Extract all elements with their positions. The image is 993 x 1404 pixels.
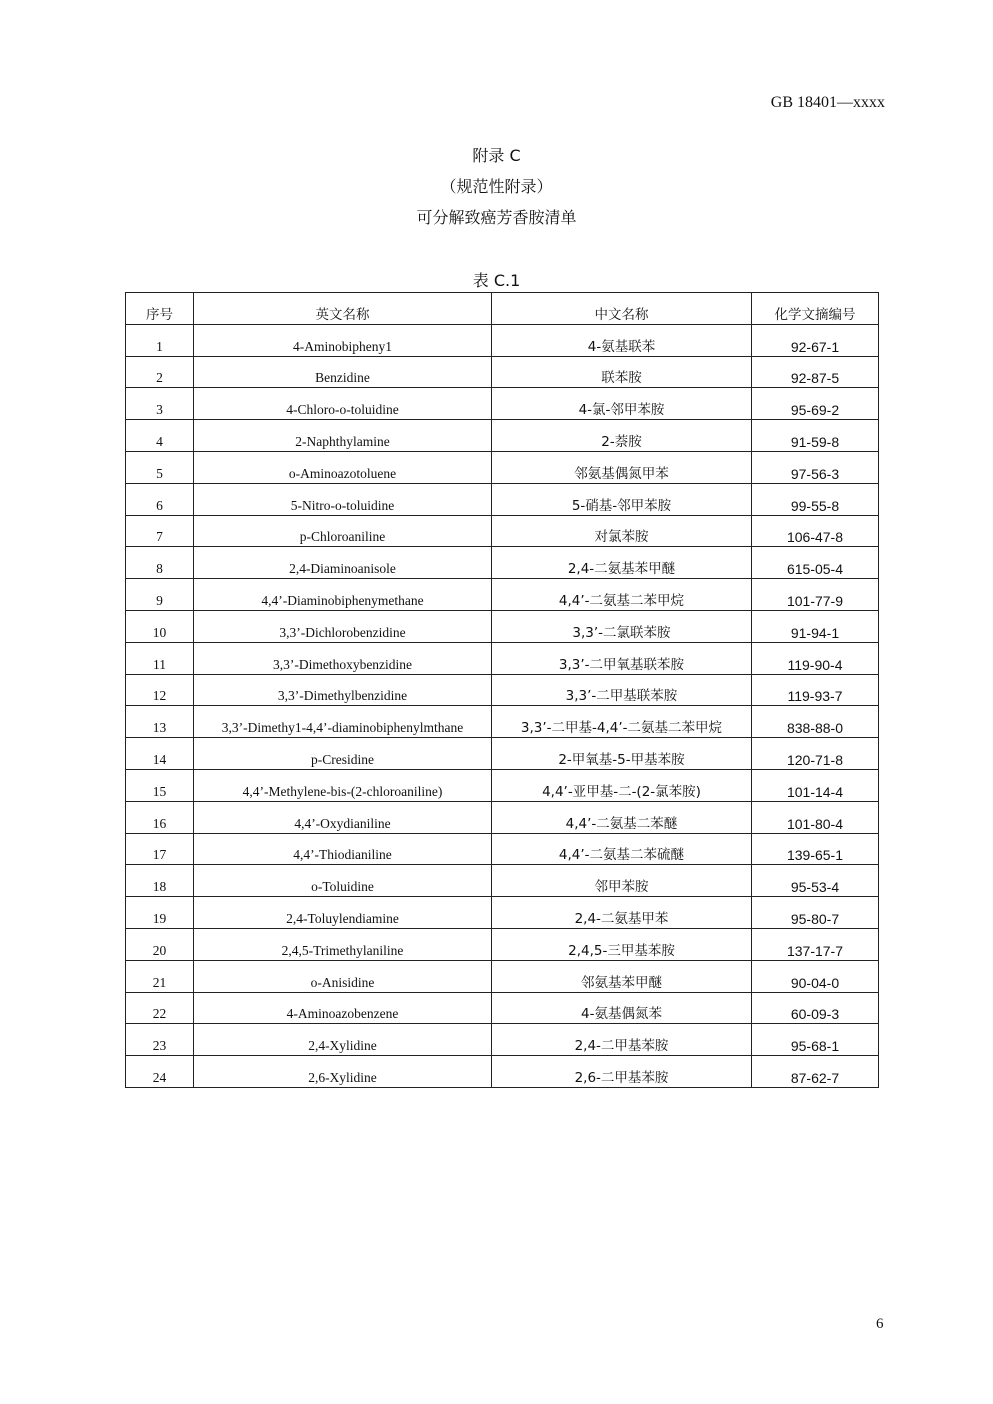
cell-cas-number: 137-17-7 [752, 928, 879, 960]
cell-cas-number: 95-69-2 [752, 388, 879, 420]
cell-number: 15 [126, 769, 194, 801]
cell-english-name: 3,3’-Dimethoxybenzidine [194, 642, 492, 674]
cell-cas-number: 139-65-1 [752, 833, 879, 865]
cell-number: 8 [126, 547, 194, 579]
table-row [126, 515, 879, 547]
cell-chinese-name: 2,4-二氨基甲苯 [492, 897, 752, 929]
table-row [126, 356, 879, 388]
cell-cas-number: 99-55-8 [752, 483, 879, 515]
cell-chinese-name: 4-氨基偶氮苯 [492, 992, 752, 1024]
cell-cas-number: 119-93-7 [752, 674, 879, 706]
table-row [126, 801, 879, 833]
cell-english-name: o-Anisidine [194, 960, 492, 992]
table-row [126, 579, 879, 611]
table-row [126, 420, 879, 452]
cell-cas-number: 95-68-1 [752, 1024, 879, 1056]
cell-chinese-name: 2-萘胺 [492, 420, 752, 452]
cell-cas-number: 92-67-1 [752, 324, 879, 356]
cell-chinese-name: 3,3’-二甲基联苯胺 [492, 674, 752, 706]
cell-cas-number: 91-94-1 [752, 610, 879, 642]
cell-number: 3 [126, 388, 194, 420]
cell-english-name: 2,4,5-Trimethylaniline [194, 928, 492, 960]
cell-english-name: 4,4’-Methylene-bis-(2-chloroaniline) [194, 769, 492, 801]
cell-cas-number: 106-47-8 [752, 515, 879, 547]
cell-english-name: 4-Chloro-o-toluidine [194, 388, 492, 420]
table-row [126, 324, 879, 356]
cell-chinese-name: 3,3’-二氯联苯胺 [492, 610, 752, 642]
cell-english-name: 2,4-Diaminoanisole [194, 547, 492, 579]
cell-chinese-name: 4,4’-亚甲基-二-(2-氯苯胺) [492, 769, 752, 801]
cell-english-name: 2-Naphthylamine [194, 420, 492, 452]
cell-cas-number: 95-53-4 [752, 865, 879, 897]
cell-cas-number: 119-90-4 [752, 642, 879, 674]
cell-english-name: 5-Nitro-o-toluidine [194, 483, 492, 515]
cell-number: 1 [126, 324, 194, 356]
cell-number: 9 [126, 579, 194, 611]
cell-number: 4 [126, 420, 194, 452]
cell-number: 13 [126, 706, 194, 738]
standard-number: GB 18401—xxxx [770, 94, 885, 111]
table-row [126, 897, 879, 929]
column-header-english-name: 英文名称 [194, 293, 492, 325]
cell-chinese-name: 4-氨基联苯 [492, 324, 752, 356]
cell-english-name: 4,4’-Thiodianiline [194, 833, 492, 865]
cell-english-name: 4-Aminoazobenzene [194, 992, 492, 1024]
cell-number: 6 [126, 483, 194, 515]
appendix-label: 附录 C [472, 146, 521, 165]
cell-english-name: o-Aminoazotoluene [194, 451, 492, 483]
column-header-cas-number: 化学文摘编号 [752, 293, 879, 325]
cell-number: 16 [126, 801, 194, 833]
cell-number: 17 [126, 833, 194, 865]
cell-cas-number: 101-80-4 [752, 801, 879, 833]
column-header-chinese-name: 中文名称 [492, 293, 752, 325]
table-row [126, 1024, 879, 1056]
cell-english-name: 3,3’-Dimethylbenzidine [194, 674, 492, 706]
cell-cas-number: 101-77-9 [752, 579, 879, 611]
cell-english-name: p-Chloroaniline [194, 515, 492, 547]
table-row [126, 928, 879, 960]
cell-cas-number: 615-05-4 [752, 547, 879, 579]
table-row [126, 483, 879, 515]
cell-cas-number: 838-88-0 [752, 706, 879, 738]
cell-english-name: 4-Aminobipheny1 [194, 324, 492, 356]
cell-english-name: 3,3’-Dichlorobenzidine [194, 610, 492, 642]
cell-number: 11 [126, 642, 194, 674]
table-row [126, 674, 879, 706]
cell-number: 20 [126, 928, 194, 960]
cell-number: 18 [126, 865, 194, 897]
cell-chinese-name: 4,4’-二氨基二苯硫醚 [492, 833, 752, 865]
cell-number: 24 [126, 1056, 194, 1088]
table-row [126, 642, 879, 674]
table-row [126, 610, 879, 642]
cell-number: 14 [126, 738, 194, 770]
cell-english-name: Benzidine [194, 356, 492, 388]
cell-number: 5 [126, 451, 194, 483]
cell-number: 10 [126, 610, 194, 642]
cell-chinese-name: 邻氨基苯甲醚 [492, 960, 752, 992]
cell-number: 21 [126, 960, 194, 992]
cell-chinese-name: 2,4-二氨基苯甲醚 [492, 547, 752, 579]
cell-english-name: 3,3’-Dimethy1-4,4’-diaminobiphenylmthane [194, 706, 492, 738]
cell-number: 22 [126, 992, 194, 1024]
cell-chinese-name: 2,6-二甲基苯胺 [492, 1056, 752, 1088]
cell-chinese-name: 5-硝基-邻甲苯胺 [492, 483, 752, 515]
cell-english-name: p-Cresidine [194, 738, 492, 770]
amine-table [125, 292, 879, 1088]
cell-cas-number: 120-71-8 [752, 738, 879, 770]
cell-cas-number: 95-80-7 [752, 897, 879, 929]
cell-chinese-name: 4,4’-二氨基二苯甲烷 [492, 579, 752, 611]
cell-number: 23 [126, 1024, 194, 1056]
cell-cas-number: 101-14-4 [752, 769, 879, 801]
page-number: 6 [876, 1316, 884, 1332]
table-header-row [126, 293, 879, 325]
cell-chinese-name: 4-氯-邻甲苯胺 [492, 388, 752, 420]
cell-number: 19 [126, 897, 194, 929]
cell-chinese-name: 2,4,5-三甲基苯胺 [492, 928, 752, 960]
cell-number: 2 [126, 356, 194, 388]
appendix-type: （规范性附录） [440, 177, 553, 196]
table-row [126, 865, 879, 897]
cell-chinese-name: 2-甲氧基-5-甲基苯胺 [492, 738, 752, 770]
cell-chinese-name: 2,4-二甲基苯胺 [492, 1024, 752, 1056]
cell-number: 7 [126, 515, 194, 547]
table-caption: 表 C.1 [472, 271, 521, 290]
cell-english-name: o-Toluidine [194, 865, 492, 897]
cell-cas-number: 92-87-5 [752, 356, 879, 388]
table-row [126, 769, 879, 801]
cell-chinese-name: 邻甲苯胺 [492, 865, 752, 897]
table-row [126, 1056, 879, 1088]
cell-chinese-name: 3,3’-二甲氧基联苯胺 [492, 642, 752, 674]
table-row [126, 960, 879, 992]
cell-chinese-name: 联苯胺 [492, 356, 752, 388]
cell-chinese-name: 对氯苯胺 [492, 515, 752, 547]
cell-chinese-name: 3,3’-二甲基-4,4’-二氨基二苯甲烷 [492, 706, 752, 738]
cell-english-name: 2,6-Xylidine [194, 1056, 492, 1088]
table-row [126, 388, 879, 420]
appendix-title: 可分解致癌芳香胺清单 [416, 208, 577, 227]
cell-english-name: 4,4’-Oxydianiline [194, 801, 492, 833]
cell-chinese-name: 邻氨基偶氮甲苯 [492, 451, 752, 483]
cell-english-name: 2,4-Xylidine [194, 1024, 492, 1056]
cell-english-name: 2,4-Toluylendiamine [194, 897, 492, 929]
table-row [126, 738, 879, 770]
cell-cas-number: 97-56-3 [752, 451, 879, 483]
cell-cas-number: 87-62-7 [752, 1056, 879, 1088]
column-header-no: 序号 [126, 293, 194, 325]
table-row [126, 451, 879, 483]
cell-english-name: 4,4’-Diaminobiphenymethane [194, 579, 492, 611]
table-body [126, 324, 879, 1087]
cell-cas-number: 60-09-3 [752, 992, 879, 1024]
cell-cas-number: 90-04-0 [752, 960, 879, 992]
cell-chinese-name: 4,4’-二氨基二苯醚 [492, 801, 752, 833]
table-row [126, 833, 879, 865]
table-row [126, 992, 879, 1024]
cell-number: 12 [126, 674, 194, 706]
table-row [126, 706, 879, 738]
table-row [126, 547, 879, 579]
cell-cas-number: 91-59-8 [752, 420, 879, 452]
